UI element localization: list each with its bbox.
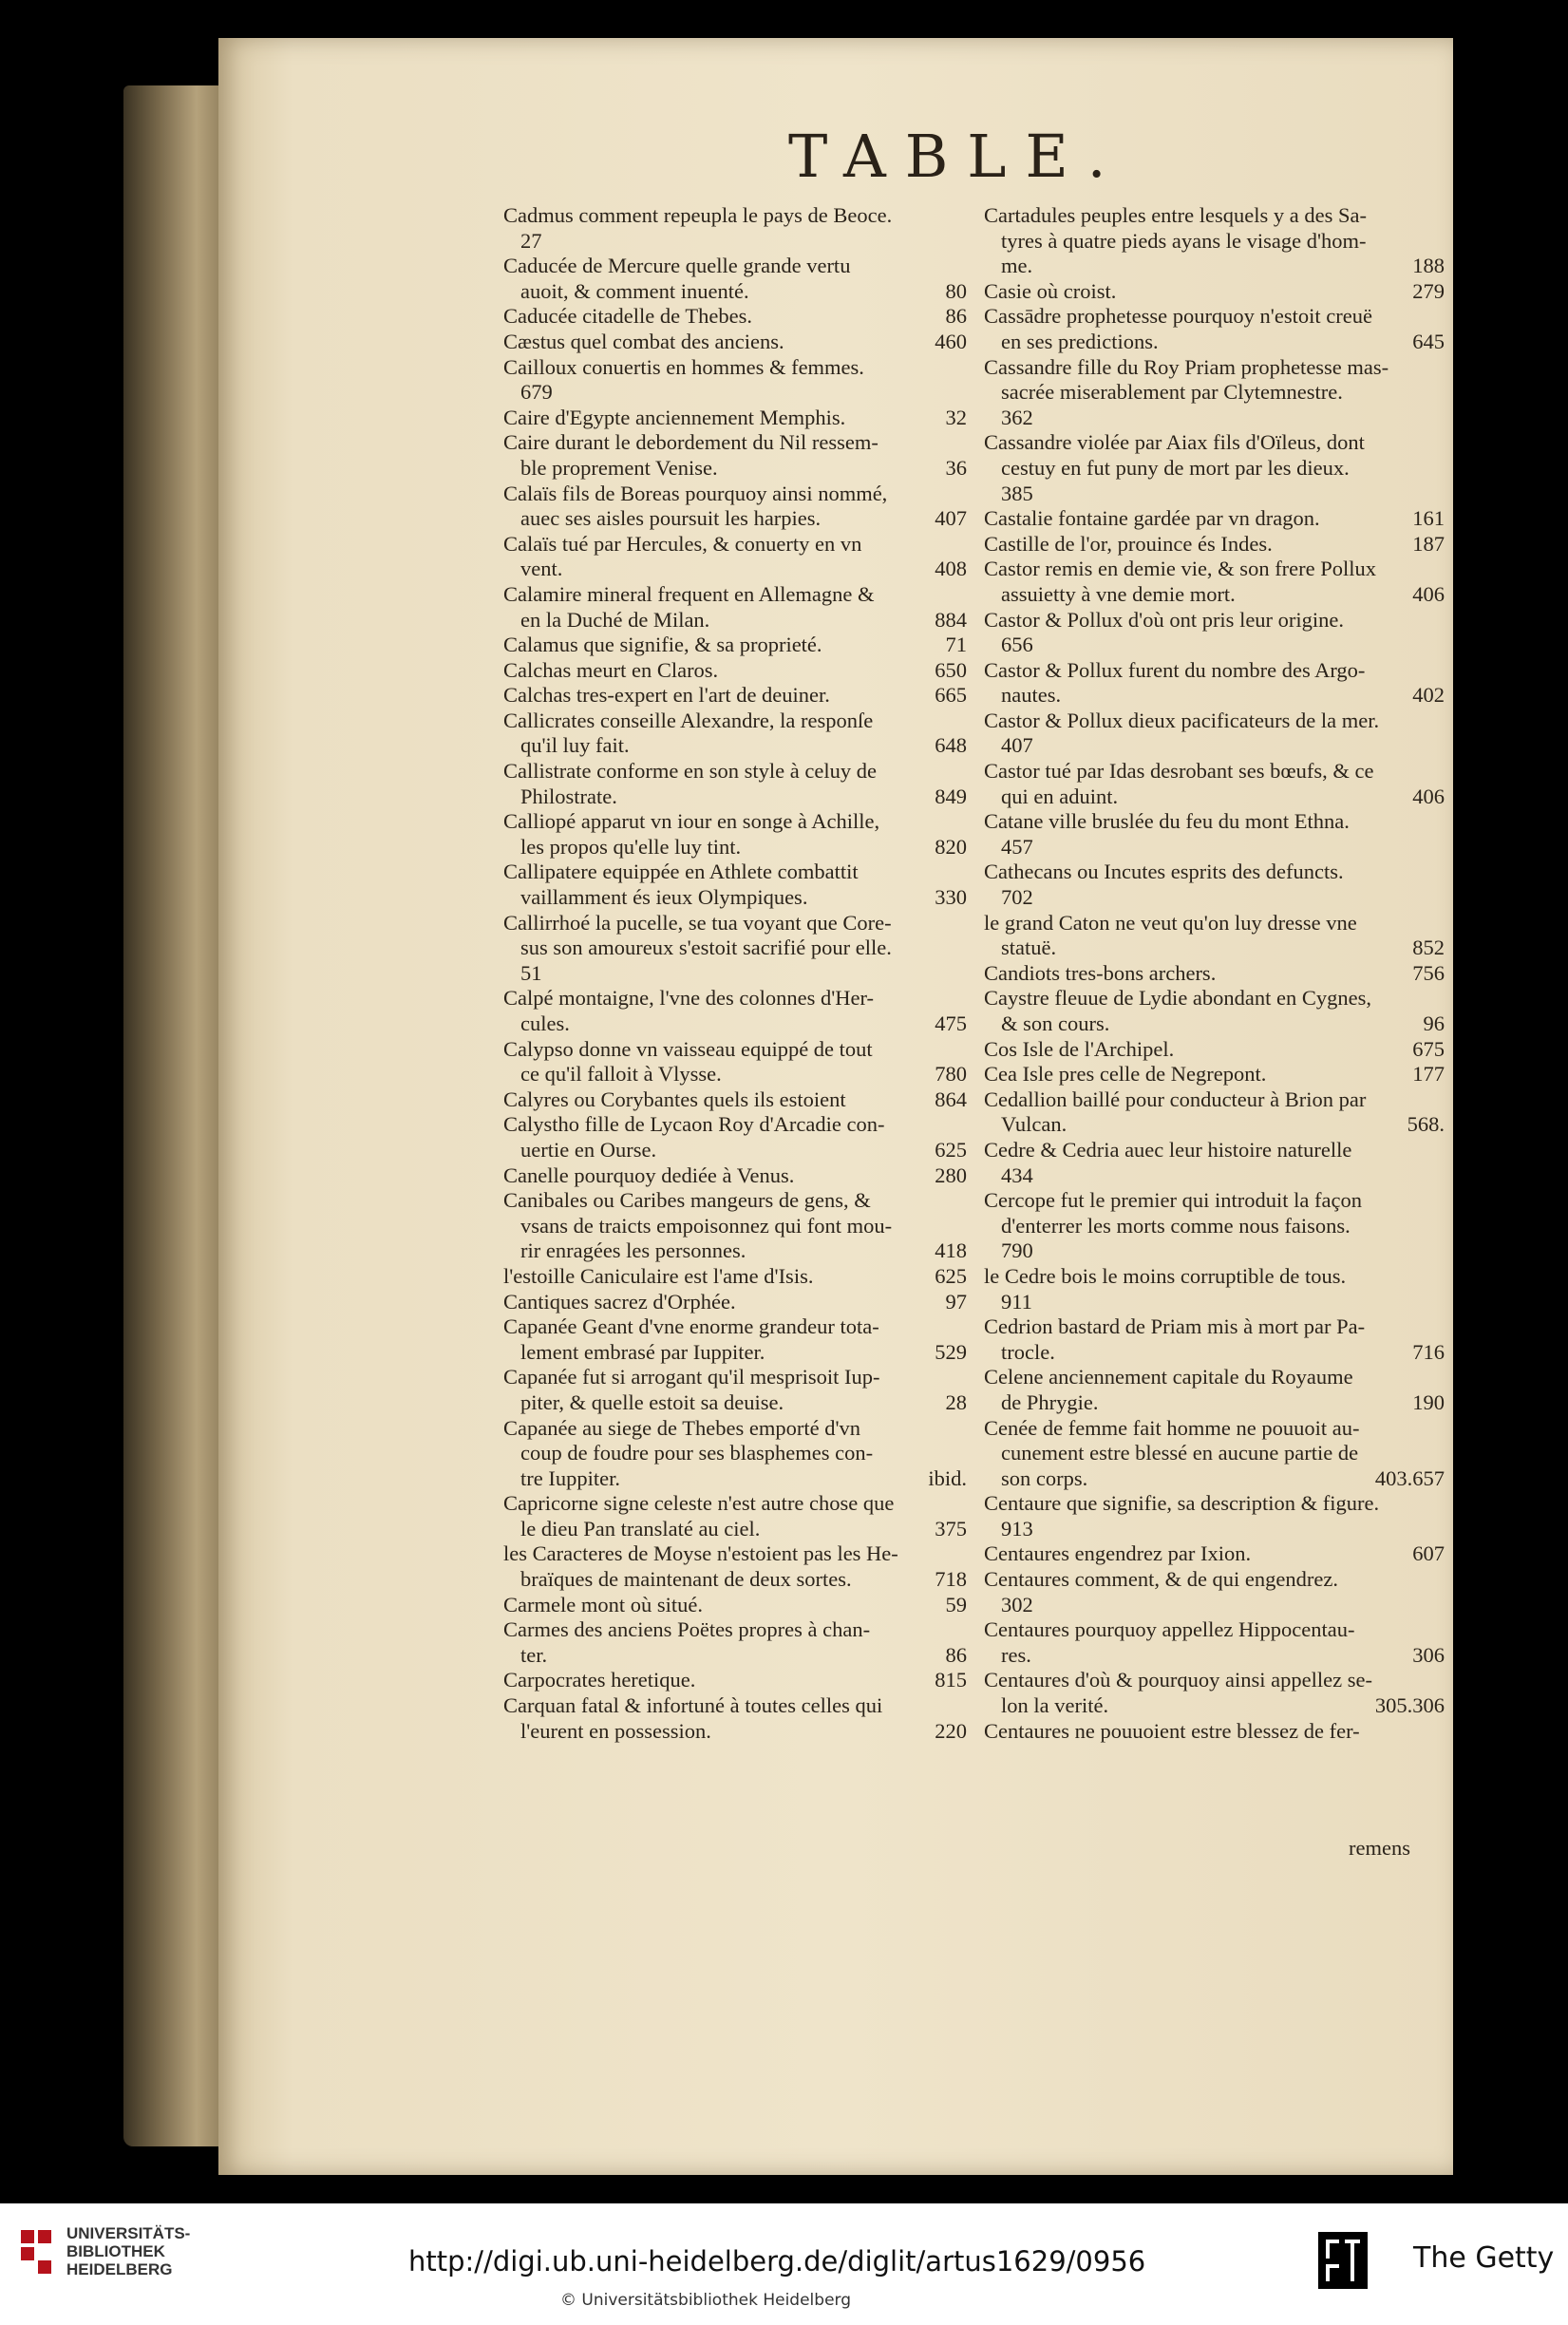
index-page-number: 280	[935, 1162, 967, 1187]
index-entry-line: Canibales ou Caribes mangeurs de gens, &	[503, 1188, 871, 1213]
index-entry-line: Castor tué par Idas desrobant ses bœufs, & ce	[984, 759, 1374, 784]
index-entry-line: 656	[1001, 633, 1033, 657]
index-entry-line: ble proprement Venise. 36	[520, 455, 967, 480]
index-entry-line: Cæstus quel combat des anciens. 460	[503, 329, 967, 353]
index-entry	[984, 1314, 1445, 1365]
permalink-url[interactable]: http://digi.ub.uni-heidelberg.de/diglit/artus1629/0956	[408, 2245, 1146, 2278]
index-page-number: 820	[935, 834, 967, 859]
index-page-number: 675	[1412, 1036, 1445, 1061]
index-entry-line: piter, & quelle estoit sa deuise. 28	[520, 1389, 967, 1414]
index-entry	[984, 1037, 1445, 1063]
index-page-number: 716	[1412, 1339, 1445, 1364]
index-page-number: 161	[1412, 506, 1445, 531]
index-page-number: 402	[1412, 683, 1445, 708]
index-entry	[984, 1416, 1445, 1492]
index-entry-line: trocle. 716	[1001, 1339, 1445, 1364]
index-entry-line: l'estoille Caniculaire est l'ame d'Isis. 625	[503, 1263, 967, 1288]
index-entry-line: lement embrasé par Iuppiter. 529	[520, 1339, 967, 1364]
index-entry	[503, 860, 967, 910]
index-entry-line: qui en aduint. 406	[1001, 784, 1445, 808]
index-entry-line: d'enterrer les morts comme nous faisons.	[1001, 1213, 1351, 1238]
index-entry-line: Calaïs tué par Hercules, & conuerty en vn	[503, 531, 862, 556]
index-entry-line: Cantiques sacrez d'Orphée. 97	[503, 1289, 967, 1314]
index-page-number: 406	[1412, 784, 1445, 808]
index-entry-line: Cedrion bastard de Priam mis à mort par Pa-	[984, 1314, 1366, 1339]
index-entry	[503, 1693, 967, 1744]
index-entry	[503, 1264, 967, 1290]
index-entry-line: Centaures d'où & pourquoy ainsi appellez se-	[984, 1668, 1372, 1692]
index-page-number: 849	[935, 784, 967, 808]
index-entry-line: Capanée Geant d'vne enorme grandeur tota-	[503, 1314, 879, 1339]
index-entry-line: Calliopé apparut vn iour en songe à Achille,	[503, 809, 880, 834]
index-entry	[503, 1416, 967, 1492]
index-entry	[503, 1087, 967, 1113]
index-entry	[503, 254, 967, 304]
index-entry	[984, 1138, 1445, 1188]
index-entry	[984, 1087, 1445, 1138]
index-entry-line: Cea Isle pres celle de Negrepont. 177	[984, 1062, 1445, 1087]
index-page-number: 28	[945, 1389, 967, 1414]
index-entry-line: les Caracteres de Moyse n'estoient pas les He-	[503, 1541, 898, 1566]
index-entry-line: Canelle pourquoy dediée à Venus. 280	[503, 1162, 967, 1187]
index-entry-line: Carmele mont où situé. 59	[503, 1592, 967, 1616]
copyright-notice: © Universitätsbibliothek Heidelberg	[560, 2291, 852, 2310]
index-entry-line: Castille de l'or, prouince és Indes. 187	[984, 531, 1445, 556]
index-page-number: 403.657	[1374, 1465, 1445, 1490]
index-entry-line: auec ses aisles poursuit les harpies. 407	[520, 506, 967, 531]
index-entry	[503, 759, 967, 809]
index-page-number: 780	[935, 1062, 967, 1087]
index-entry	[984, 1365, 1445, 1415]
index-entry	[503, 304, 967, 330]
index-entry-line: cules. 475	[520, 1011, 967, 1035]
index-entry	[503, 1593, 967, 1618]
index-page-number: 852	[1412, 936, 1445, 960]
ub-logo-line: BIBLIOTHEK	[66, 2242, 165, 2260]
index-entry	[503, 1541, 967, 1592]
index-entry	[984, 961, 1445, 987]
index-entry-line: 385	[1001, 481, 1033, 505]
index-page-number: 97	[945, 1289, 967, 1314]
index-page-number: 32	[945, 405, 967, 429]
index-entry-line: Celene anciennement capitale du Royaume	[984, 1365, 1353, 1389]
index-entry-line: coup de foudre pour ses blasphemes con-	[520, 1441, 874, 1465]
index-entry-line: Callipatere equippée en Athlete combattit	[503, 860, 859, 884]
index-page-number: 190	[1412, 1389, 1445, 1414]
index-entry	[503, 658, 967, 684]
index-page-number: 220	[935, 1718, 967, 1743]
index-entry-line: vaillamment és ieux Olympiques. 330	[520, 885, 967, 910]
index-entry	[984, 355, 1445, 431]
index-entry-line: Cassandre violée par Aiax fils d'Oïleus, dont	[984, 430, 1365, 455]
index-entry-line: Calaïs fils de Boreas pourquoy ainsi nommé,	[503, 481, 888, 505]
index-entry-line: Cedre & Cedria auec leur histoire naturelle	[984, 1137, 1352, 1162]
index-entry	[984, 986, 1445, 1036]
index-entry	[984, 658, 1445, 709]
index-entry-line: 362	[1001, 405, 1033, 429]
index-page-number: 756	[1412, 960, 1445, 985]
index-entry-line: Castor & Pollux furent du nombre des Argo-	[984, 657, 1366, 682]
index-entry	[503, 986, 967, 1036]
index-entry-line: lon la verité. 305.306	[1001, 1693, 1445, 1718]
index-entry-line: Caducée de Mercure quelle grande vertu	[503, 254, 851, 278]
index-entry-line: Cercope fut le premier qui introduit la façon	[984, 1188, 1362, 1213]
index-entry	[503, 1668, 967, 1693]
index-entry	[984, 1491, 1445, 1541]
index-entry-line: tre Iuppiter. ibid.	[520, 1465, 967, 1490]
index-page-number: 529	[935, 1339, 967, 1364]
index-page-number: 305.306	[1374, 1693, 1445, 1718]
index-page-number: 407	[935, 506, 967, 531]
index-entry-line: Philostrate. 849	[520, 784, 967, 808]
index-entry-line: sus son amoureux s'estoit sacrifié pour elle.	[520, 936, 892, 960]
index-page-number: 665	[935, 683, 967, 708]
index-entry-line: Cenée de femme fait homme ne pouuoit au-	[984, 1415, 1360, 1440]
index-entry-line: Callistrate conforme en son style à celuy de	[503, 759, 877, 784]
index-entry	[503, 532, 967, 582]
index-entry	[503, 1163, 967, 1189]
index-entry-line: Centaures comment, & de qui engendrez.	[984, 1567, 1338, 1592]
index-entry-line: Carmes des anciens Poëtes propres à chan-	[503, 1617, 871, 1642]
index-entry	[984, 506, 1445, 532]
index-page-number: 418	[935, 1238, 967, 1263]
index-entry-line: Centaure que signifie, sa description & figure.	[984, 1491, 1380, 1516]
index-entry-line: ter. 86	[520, 1642, 967, 1667]
index-entry-line: Calamus que signifie, & sa proprieté. 71	[503, 633, 967, 657]
index-entry	[503, 1365, 967, 1415]
index-entry	[503, 683, 967, 709]
index-page-number: 406	[1412, 581, 1445, 606]
index-entry	[503, 911, 967, 987]
index-page-number: 648	[935, 733, 967, 758]
index-entry-line: le grand Caton ne veut qu'on luy dresse vne	[984, 910, 1357, 935]
index-entry-line: cunement estre blessé en aucune partie de	[1001, 1441, 1359, 1465]
index-entry-line: Centaures ne pouuoient estre blessez de fer-	[984, 1718, 1360, 1743]
index-entry-line: uertie en Ourse. 625	[520, 1137, 967, 1162]
index-page-number: 177	[1412, 1062, 1445, 1087]
index-entry-line: Capanée au siege de Thebes emporté d'vn	[503, 1415, 860, 1440]
index-entry-line: Cassandre fille du Roy Priam prophetesse mas-	[984, 354, 1389, 379]
index-entry-line: 27	[520, 228, 542, 253]
index-entry-line: Cadmus comment repeupla le pays de Beoce.	[503, 203, 893, 227]
index-entry-line: Calyres ou Corybantes quels ils estoient 864	[503, 1087, 967, 1111]
index-entry	[984, 1719, 1445, 1745]
index-page-number: 408	[935, 557, 967, 581]
index-page-number: 80	[945, 278, 967, 303]
index-entry-line: Calchas meurt en Claros. 650	[503, 657, 967, 682]
index-page-number: 568.	[1407, 1112, 1445, 1137]
index-page-number: 607	[1412, 1541, 1445, 1566]
index-entry-line: vent. 408	[520, 557, 967, 581]
index-entry-line: Candiots tres-bons archers. 756	[984, 960, 1445, 985]
index-entry-line: 790	[1001, 1238, 1033, 1263]
index-entry-line: rir enragées les personnes. 418	[520, 1238, 967, 1263]
index-page-number: 96	[1423, 1011, 1445, 1035]
index-entry-line: Calypso donne vn vaisseau equippé de tout	[503, 1036, 873, 1061]
index-entry-line: Calpé montaigne, l'vne des colonnes d'Her-	[503, 986, 875, 1011]
getty-logo-text[interactable]: The Getty	[1413, 2241, 1555, 2275]
index-entry	[503, 1491, 967, 1541]
index-entry	[984, 608, 1445, 658]
index-page-number: 188	[1412, 254, 1445, 278]
index-page-number: 59	[945, 1592, 967, 1616]
index-entry-line: en la Duché de Milan. 884	[520, 607, 967, 632]
index-entry-line: Caire d'Egypte anciennement Memphis. 32	[503, 405, 967, 429]
viewer-footer	[0, 2203, 1568, 2325]
index-entry-line: Cartadules peuples entre lesquels y a des Sa-	[984, 203, 1368, 227]
index-entry-line: Capanée fut si arrogant qu'il mesprisoit Iup-	[503, 1365, 880, 1389]
index-entry	[984, 304, 1445, 354]
index-entry-line: Casie où croist. 279	[984, 278, 1445, 303]
index-page-number: 645	[1412, 329, 1445, 353]
index-entry	[503, 709, 967, 759]
index-entry	[984, 1188, 1445, 1264]
index-entry	[984, 911, 1445, 961]
index-page-number: 650	[935, 657, 967, 682]
book-page-edges	[123, 85, 228, 2146]
index-page-number: 864	[935, 1087, 967, 1111]
index-entry	[503, 330, 967, 355]
index-page-number: 884	[935, 607, 967, 632]
index-entry	[503, 203, 967, 254]
index-entry	[503, 1037, 967, 1087]
index-entry-line: Cailloux conuertis en hommes & femmes.	[503, 354, 864, 379]
index-entry	[503, 482, 967, 532]
index-entry	[984, 709, 1445, 759]
index-entry	[984, 1062, 1445, 1087]
index-entry-line: cestuy en fut puny de mort par les dieux.	[1001, 455, 1350, 480]
index-page-number: 718	[935, 1567, 967, 1592]
index-entry-line: Calystho fille de Lycaon Roy d'Arcadie con-	[503, 1112, 885, 1137]
index-entry-line: Castor remis en demie vie, & son frere Pollux	[984, 557, 1377, 581]
index-entry	[503, 1290, 967, 1315]
index-entry-line: Cos Isle de l'Archipel. 675	[984, 1036, 1445, 1061]
catchword: remens	[1349, 1836, 1410, 1860]
index-entry-line: assuietty à vne demie mort. 406	[1001, 581, 1445, 606]
index-entry-line: ce qu'il falloit à Vlysse. 780	[520, 1062, 967, 1087]
index-entry-line: le Cedre bois le moins corruptible de tous.	[984, 1263, 1347, 1288]
index-page-number: 815	[935, 1668, 967, 1692]
index-entry-line: le dieu Pan translaté au ciel. 375	[520, 1516, 967, 1541]
index-entry-line: me. 188	[1001, 254, 1445, 278]
index-page-number: 460	[935, 329, 967, 353]
index-entry	[984, 1668, 1445, 1718]
index-entry	[503, 355, 967, 406]
index-entry-line: Caducée citadelle de Thebes. 86	[503, 304, 967, 329]
index-entry	[503, 1617, 967, 1668]
index-entry	[984, 1617, 1445, 1668]
index-entry-line: Calchas tres-expert en l'art de deuiner. 665	[503, 683, 967, 708]
index-entry	[984, 1541, 1445, 1567]
ub-heidelberg-logo[interactable]	[21, 2224, 190, 2278]
index-entry-line: Catane ville bruslée du feu du mont Ethna.	[984, 809, 1350, 834]
index-entry-line: sacrée miserablement par Clytemnestre.	[1001, 380, 1343, 405]
page-heading: TABLE.	[788, 122, 1125, 191]
index-entry-line: & son cours. 96	[1001, 1011, 1445, 1035]
ub-logo-line: UNIVERSITÄTS-	[66, 2224, 191, 2242]
index-entry-line: Vulcan. 568.	[1001, 1112, 1445, 1137]
index-entry-line: Cathecans ou Incutes esprits des defuncts.	[984, 860, 1344, 884]
index-entry-line: auoit, & comment inuenté. 80	[520, 278, 967, 303]
index-entry-line: Calamire mineral frequent en Allemagne &	[503, 581, 875, 606]
index-entry-line: l'eurent en possession. 220	[520, 1718, 967, 1743]
index-entry	[503, 406, 967, 431]
index-page-number: 625	[935, 1137, 967, 1162]
index-entry	[984, 557, 1445, 607]
index-entry-line: les propos qu'elle luy tint. 820	[520, 834, 967, 859]
index-entry	[984, 1264, 1445, 1314]
index-entry-line: braïques de maintenant de deux sortes. 718	[520, 1567, 967, 1592]
index-entry-line: Cedallion baillé pour conducteur à Brion par	[984, 1087, 1367, 1111]
index-entry	[503, 1314, 967, 1365]
index-page-number: 71	[945, 633, 967, 657]
index-entry	[984, 1567, 1445, 1617]
index-entry-line: res. 306	[1001, 1642, 1445, 1667]
index-entry-line: Centaures pourquoy appellez Hippocentau-	[984, 1617, 1355, 1642]
index-entry-line: qu'il luy fait. 648	[520, 733, 967, 758]
index-entry	[503, 582, 967, 633]
index-entry-line: Callicrates conseille Alexandre, la responſe	[503, 708, 874, 732]
index-entry-line: vsans de traicts empoisonnez qui font mou-	[520, 1213, 893, 1238]
index-entry-line: Castor & Pollux dieux pacificateurs de la mer.	[984, 708, 1380, 732]
index-page-number: 187	[1412, 531, 1445, 556]
index-entry	[984, 430, 1445, 506]
ub-logo-text	[66, 2224, 190, 2278]
index-page-number: 86	[945, 304, 967, 329]
index-entry	[503, 1188, 967, 1264]
index-page-number: ibid.	[928, 1465, 967, 1490]
ub-logo-line: HEIDELBERG	[66, 2260, 173, 2278]
index-entry	[503, 809, 967, 860]
index-entry-line: 911	[1001, 1289, 1032, 1314]
index-entry-line: 679	[520, 380, 553, 405]
index-entry	[503, 1112, 967, 1162]
index-entry-line: 407	[1001, 733, 1033, 758]
index-entry-line: en ses predictions. 645	[1001, 329, 1445, 353]
index-entry-line: 702	[1001, 885, 1033, 910]
index-entry-line: 302	[1001, 1592, 1033, 1616]
index-page-number: 86	[945, 1642, 967, 1667]
index-entry-line: Callirrhoé la pucelle, se tua voyant que Core-	[503, 910, 892, 935]
index-entry-line: Carpocrates heretique. 815	[503, 1668, 967, 1692]
index-page-number: 279	[1412, 278, 1445, 303]
index-entry-line: de Phrygie. 190	[1001, 1389, 1445, 1414]
index-entry-line: tyres à quatre pieds ayans le visage d'hom-	[1001, 228, 1367, 253]
index-entry-line: Capricorne signe celeste n'est autre chose que	[503, 1491, 895, 1516]
index-page-number: 330	[935, 885, 967, 910]
ub-logo-icon	[21, 2230, 55, 2274]
getty-logo-icon[interactable]	[1318, 2232, 1368, 2289]
index-entry-line: statuë. 852	[1001, 936, 1445, 960]
index-page-number: 36	[945, 455, 967, 480]
index-entry	[984, 532, 1445, 558]
index-page-number: 475	[935, 1011, 967, 1035]
index-entry-line: Carquan fatal & infortuné à toutes celles qui	[503, 1693, 883, 1718]
index-entry	[503, 633, 967, 658]
index-entry-line: Cassādre prophetesse pourquoy n'estoit creuë	[984, 304, 1372, 329]
index-entry	[984, 759, 1445, 809]
index-column-left	[503, 203, 967, 1744]
index-entry	[984, 203, 1445, 279]
index-entry	[503, 430, 967, 481]
index-entry-line: nautes. 402	[1001, 683, 1445, 708]
index-entry	[984, 279, 1445, 305]
index-entry-line: Caire durant le debordement du Nil ressem-	[503, 430, 878, 455]
index-entry	[984, 860, 1445, 910]
index-entry-line: Caystre fleuue de Lydie abondant en Cygnes,	[984, 986, 1372, 1011]
index-entry-line: 51	[520, 960, 542, 985]
index-entry-line: 434	[1001, 1162, 1033, 1187]
index-entry	[984, 809, 1445, 860]
index-column-right	[984, 203, 1445, 1744]
index-entry-line: son corps. 403.657	[1001, 1465, 1445, 1490]
index-page-number: 375	[935, 1516, 967, 1541]
index-entry-line: Castalie fontaine gardée par vn dragon. 161	[984, 506, 1445, 531]
index-page-number: 306	[1412, 1642, 1445, 1667]
index-entry-line: 913	[1001, 1516, 1033, 1541]
index-page-number: 625	[935, 1263, 967, 1288]
index-entry-line: Centaures engendrez par Ixion. 607	[984, 1541, 1445, 1566]
index-entry-line: 457	[1001, 834, 1033, 859]
index-entry-line: Castor & Pollux d'où ont pris leur origine.	[984, 607, 1345, 632]
